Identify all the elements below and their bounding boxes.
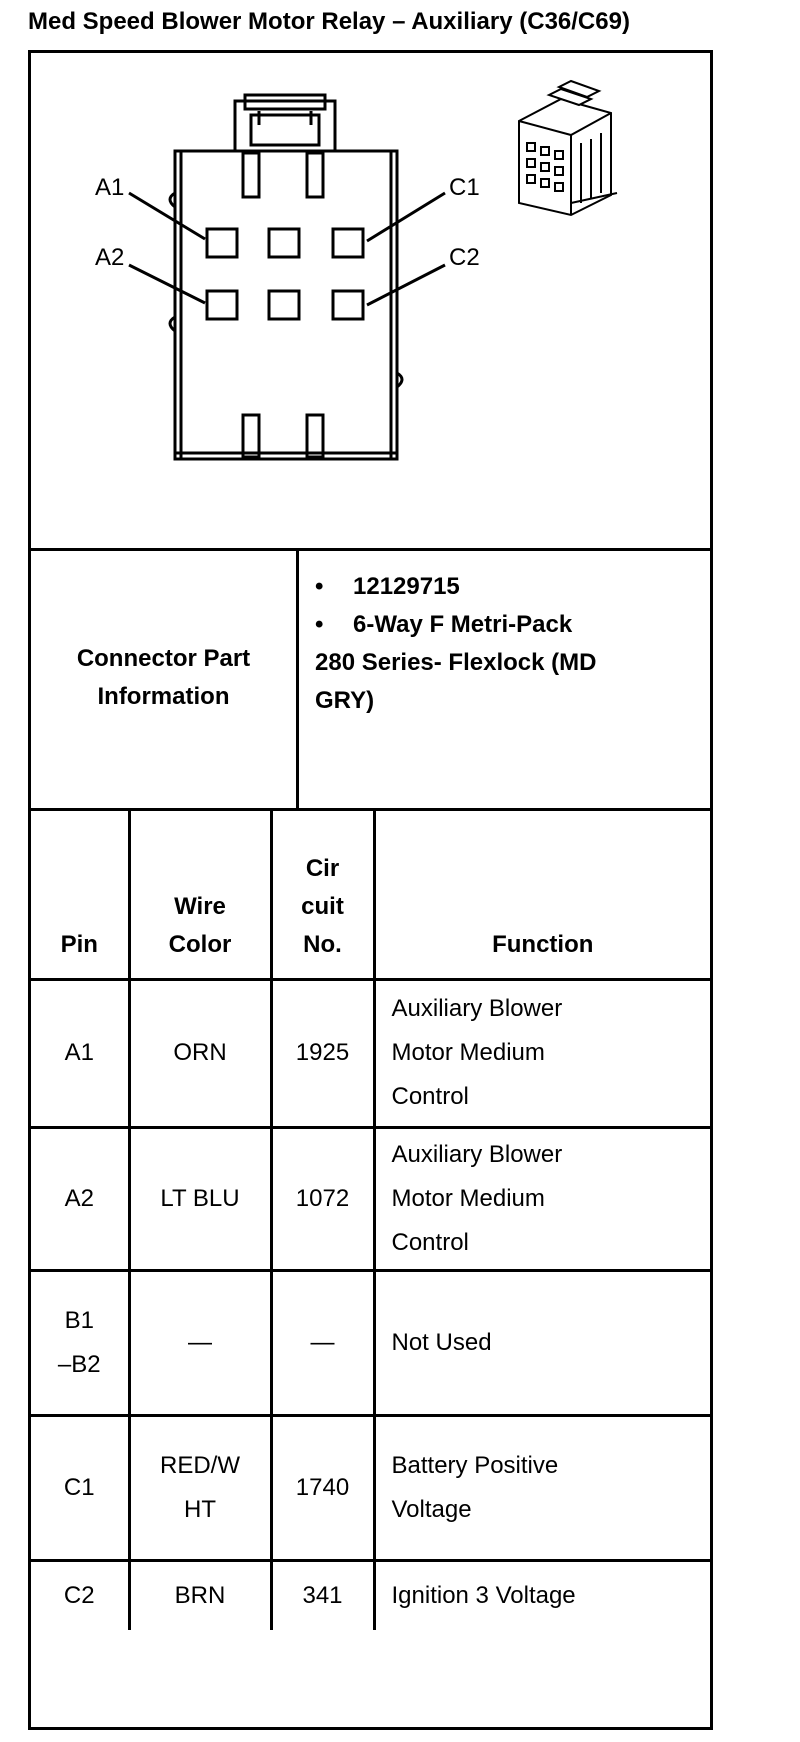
row-pin-line1: B1: [64, 1306, 94, 1334]
row-circuit: 1740: [271, 1415, 374, 1560]
part-number-line: • 12129715: [315, 573, 460, 600]
table-row: [31, 979, 710, 1127]
cavity-c1: [333, 229, 363, 257]
row-function: [374, 979, 710, 1127]
row-function-line: Voltage: [391, 1495, 472, 1523]
connector-diagram: [31, 53, 710, 551]
cavity-a1: [207, 229, 237, 257]
connector-series-line1: 280 Series- Flexlock (MD: [315, 649, 597, 676]
row-function-line: Ignition 3 Voltage: [391, 1581, 576, 1609]
connector-table-frame: [28, 50, 713, 1730]
row-wire-color: [129, 1415, 271, 1560]
row-circuit: 1072: [271, 1127, 374, 1270]
header-circuit-no: [271, 811, 374, 979]
row-function-line: Motor Medium: [391, 1039, 545, 1066]
row-pin: C1: [31, 1415, 129, 1560]
row-wire-line1: RED/W: [160, 1451, 240, 1479]
row-wire-color: LT BLU: [129, 1127, 271, 1270]
header-wire-color-line1: Wire: [174, 892, 226, 920]
row-function-line: Battery Positive: [391, 1451, 559, 1479]
header-circuit-line1: Cir: [305, 854, 340, 882]
row-function: [374, 1127, 710, 1270]
pin-label-a1: A1: [95, 174, 125, 201]
connector-series-line2: GRY): [315, 687, 375, 714]
header-wire-color-line2: Color: [168, 930, 232, 958]
cavity-b1: [269, 229, 299, 257]
row-pin: C2: [31, 1560, 129, 1630]
header-pin: Pin: [31, 811, 129, 979]
page-title: Med Speed Blower Motor Relay – Auxiliary (C36/C69): [28, 8, 630, 35]
table-row: [31, 1415, 710, 1560]
pin-table: [31, 811, 710, 1630]
cavity-b2: [269, 291, 299, 319]
row-function-line: Auxiliary Blower: [391, 995, 563, 1022]
row-circuit: 1925: [271, 979, 374, 1127]
table-row: [31, 1270, 710, 1415]
row-circuit: —: [271, 1270, 374, 1415]
row-function-line: Control: [391, 1083, 469, 1110]
row-function: [374, 1415, 710, 1560]
pin-label-c1: C1: [449, 174, 480, 201]
header-function: Function: [374, 811, 710, 979]
table-row: [31, 1127, 710, 1270]
row-circuit: 341: [271, 1560, 374, 1630]
connector-drawing: [31, 53, 710, 548]
pin-label-a2: A2: [95, 244, 125, 271]
connector-part-info: [299, 548, 710, 811]
connector-type-line: • 6-Way F Metri-Pack: [315, 611, 573, 638]
row-function: [374, 1270, 710, 1415]
header-circuit-line2: cuit: [301, 892, 344, 920]
cavity-c2: [333, 291, 363, 319]
cavity-a2: [207, 291, 237, 319]
part-number: 12129715: [353, 573, 460, 600]
row-function-line: Control: [391, 1228, 469, 1256]
row-wire-line2: HT: [184, 1495, 216, 1523]
header-wire-color: [129, 811, 271, 979]
row-function: [374, 1560, 710, 1630]
row-pin: A2: [31, 1127, 129, 1270]
row-wire-color: BRN: [129, 1560, 271, 1630]
connector-part-label-line1: Connector Part: [76, 645, 251, 672]
connector-3d-view: [519, 81, 617, 215]
table-row: [31, 1560, 710, 1630]
pin-table-header: [31, 811, 710, 979]
row-function-line: Motor Medium: [391, 1184, 545, 1212]
row-wire-color: —: [129, 1270, 271, 1415]
row-pin: A1: [31, 979, 129, 1127]
row-pin-line2: –B2: [57, 1350, 101, 1378]
row-function-line: Auxiliary Blower: [391, 1140, 563, 1168]
pin-label-c2: C2: [449, 244, 480, 271]
connector-part-label: [31, 548, 299, 811]
row-pin: [31, 1270, 129, 1415]
row-function-line: Not Used: [391, 1328, 492, 1356]
connector-type: 6-Way F Metri-Pack: [353, 611, 573, 638]
connector-part-label-line2: Information: [97, 683, 230, 710]
header-circuit-line3: No.: [303, 930, 342, 958]
row-wire-color: ORN: [129, 979, 271, 1127]
